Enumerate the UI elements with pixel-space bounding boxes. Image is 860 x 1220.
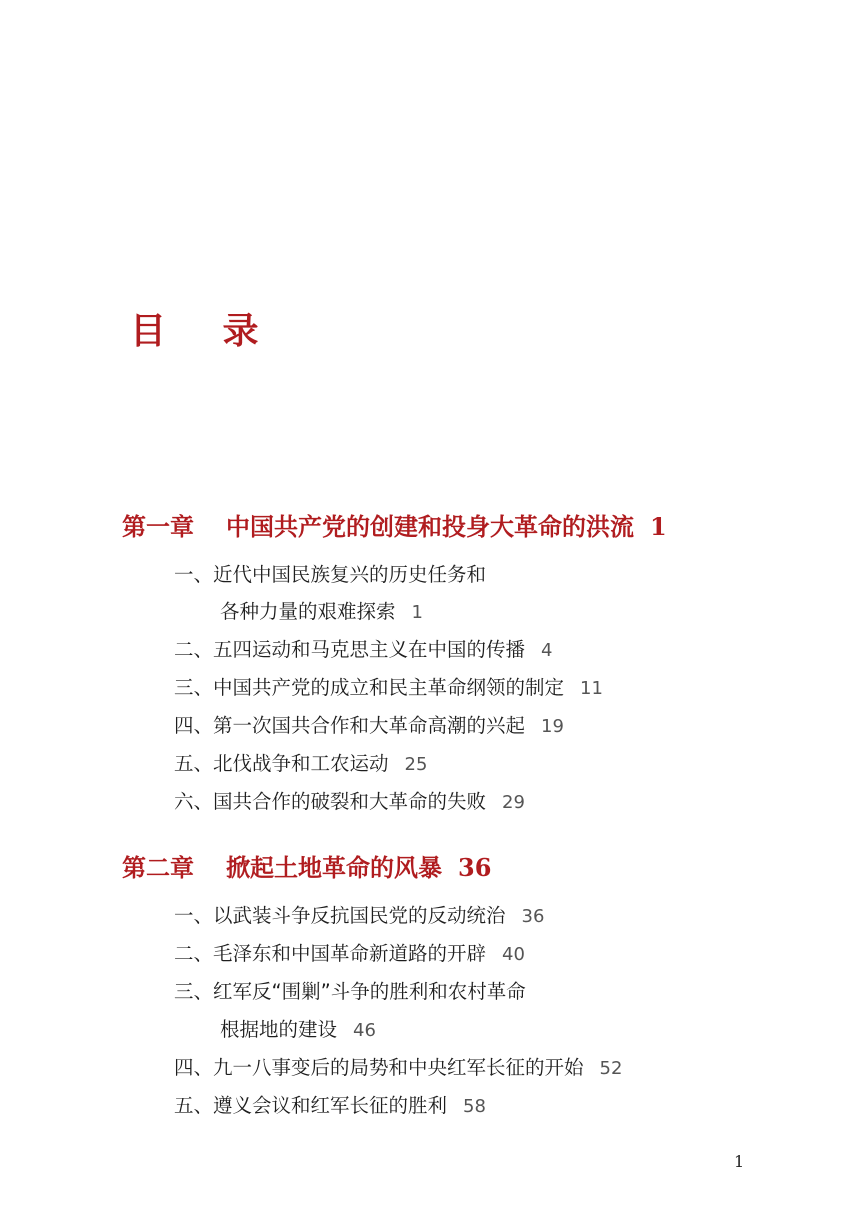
- entry-page-number: 19: [541, 716, 564, 737]
- entry-text: 二、五四运动和马克思主义在中国的传播: [174, 638, 526, 661]
- chapter-page-number: 36: [458, 853, 492, 882]
- toc-entry-1-1[interactable]: [174, 561, 486, 589]
- chapter-label: 第一章: [122, 512, 194, 541]
- chapter-title: 掀起土地革命的风暴: [226, 853, 442, 882]
- entry-page-number: 46: [353, 1020, 376, 1041]
- toc-entry-1-1-continued[interactable]: [220, 598, 423, 627]
- entry-text: 六、国共合作的破裂和大革命的失败: [174, 790, 487, 813]
- entry-page-number: 1: [411, 602, 423, 623]
- toc-entry-1-2[interactable]: [174, 636, 552, 665]
- toc-entry-2-4[interactable]: [174, 1054, 622, 1083]
- entry-page-number: 29: [502, 792, 525, 813]
- entry-text: 一、近代中国民族复兴的历史任务和: [174, 563, 487, 586]
- entry-text: 各种力量的艰难探索: [220, 600, 396, 623]
- entry-text: 一、以武装斗争反抗国民党的反动统治: [174, 904, 506, 927]
- toc-entry-2-1[interactable]: [174, 902, 544, 931]
- entry-text: 三、红军反“围剿”斗争的胜利和农村革命: [174, 980, 526, 1003]
- toc-entry-2-3[interactable]: [174, 978, 526, 1006]
- entry-page-number: 4: [541, 640, 553, 661]
- entry-text: 四、九一八事变后的局势和中央红军长征的开始: [174, 1056, 584, 1079]
- chapter-1-heading[interactable]: [122, 511, 667, 543]
- entry-page-number: 52: [599, 1058, 623, 1079]
- entry-text: 五、北伐战争和工农运动: [174, 752, 389, 775]
- entry-page-number: 11: [580, 678, 603, 699]
- entry-page-number: 25: [404, 754, 428, 775]
- chapter-2-heading[interactable]: [122, 852, 491, 884]
- entry-page-number: 36: [521, 906, 545, 927]
- entry-text: 二、毛泽东和中国革命新道路的开辟: [174, 942, 487, 965]
- toc-entry-2-3-continued[interactable]: [220, 1016, 376, 1045]
- toc-entry-1-4[interactable]: [174, 712, 564, 741]
- toc-entry-1-5[interactable]: [174, 750, 427, 779]
- toc-entry-2-2[interactable]: [174, 940, 525, 969]
- chapter-title: 中国共产党的创建和投身大革命的洪流: [226, 512, 634, 541]
- entry-text: 三、中国共产党的成立和民主革命纲领的制定: [174, 676, 565, 699]
- entry-page-number: 58: [463, 1096, 486, 1117]
- page-number-footer: 1: [734, 1152, 745, 1171]
- toc-title: 目 录: [130, 310, 281, 352]
- chapter-page-number: 1: [650, 512, 667, 541]
- entry-text: 根据地的建设: [220, 1018, 338, 1041]
- entry-page-number: 40: [502, 944, 525, 965]
- entry-text: 四、第一次国共合作和大革命高潮的兴起: [174, 714, 526, 737]
- toc-entry-2-5[interactable]: [174, 1092, 486, 1121]
- chapter-label: 第二章: [122, 853, 194, 882]
- toc-entry-1-3[interactable]: [174, 674, 603, 703]
- entry-text: 五、遵义会议和红军长征的胜利: [174, 1094, 448, 1117]
- toc-entry-1-6[interactable]: [174, 788, 525, 817]
